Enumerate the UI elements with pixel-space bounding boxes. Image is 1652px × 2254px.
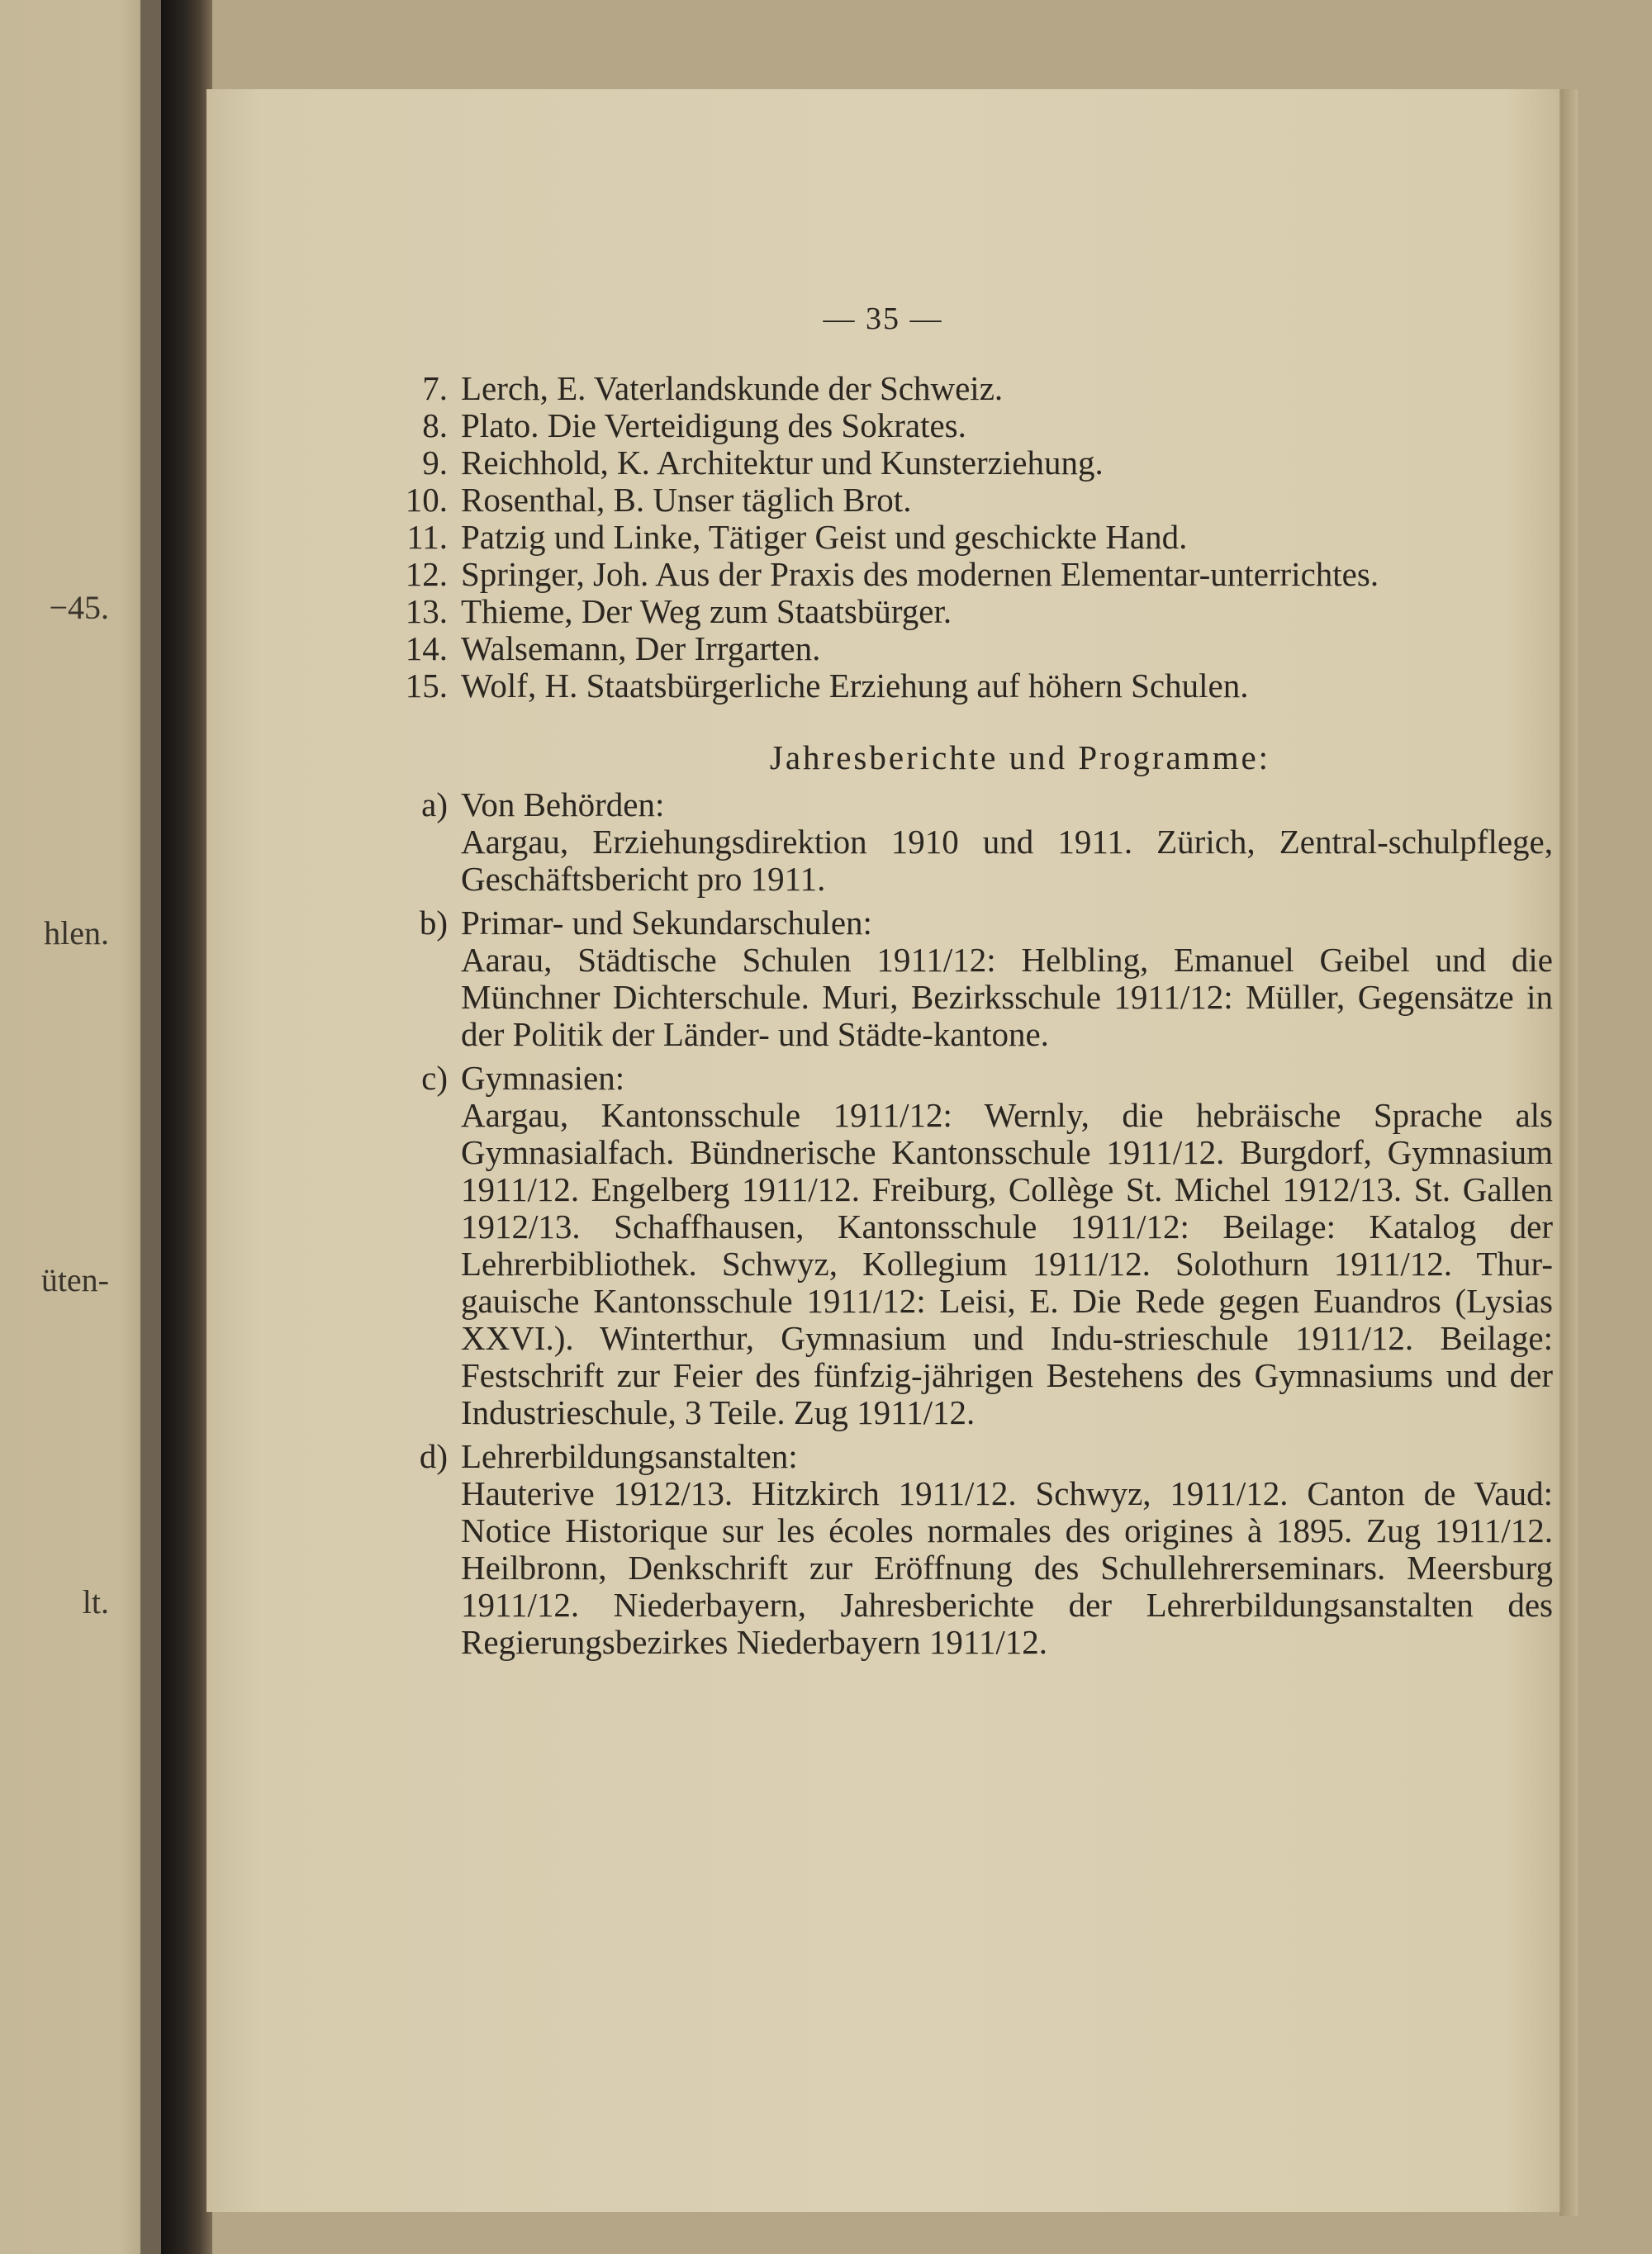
group-heading: Primar- und Sekundarschulen: (461, 904, 872, 942)
book-spine (161, 0, 212, 2254)
list-item (388, 593, 1553, 630)
list-item (388, 519, 1553, 556)
right-page (206, 89, 1559, 2212)
report-group (388, 1438, 1553, 1661)
left-fragment: hlen. (44, 914, 109, 951)
item-number: 10. (405, 481, 448, 519)
section-heading: Jahresberichte und Programme: (769, 738, 1271, 776)
list-item (388, 482, 1553, 519)
group-text: Aarau, Städtische Schulen 1911/12: Helbling, Emanuel Geibel und die Münchner Dichterschule. Muri, Bezirksschule 1911/12: Müller, Gegensätze in der Politik der Länder- und Städte-kantone. (461, 941, 1553, 1053)
list-item (388, 630, 1553, 667)
group-letter: c) (421, 1059, 448, 1097)
item-number: 12. (405, 555, 448, 593)
group-heading: Lehrerbildungsanstalten: (461, 1437, 798, 1475)
group-letter: b) (419, 904, 448, 942)
group-text: Aargau, Kantonsschule 1911/12: Wernly, die hebräische Sprache als Gymnasialfach. Bündnerische Kantonsschule 1911/12. Burgdorf, Gymnasium 1911/12. Engelberg 1911/12. Freiburg, Collège St. Michel 1912/13. St. Gallen 1912/13. Schaffhausen, Kantonsschule 1911/12: Beilage: Katalog der Lehrerbibliothek. Schwyz, Kollegium 1911/12. Solothurn 1911/12. Thur-gauische Kantonsschule 1911/12: Leisi, E. Die Rede gegen Euandros (Lysias XXVI.). Winterthur, Gymnasium und Indu-strieschule 1911/12. Beilage: Festschrift zur Feier des fünfzig-jährigen Bestehens des Gymnasiums und der Industrieschule, 3 Teile. Zug 1911/12. (461, 1096, 1553, 1431)
item-number: 14. (405, 629, 448, 667)
item-number: 13. (405, 592, 448, 630)
item-text: Plato. Die Verteidigung des Sokrates. (461, 406, 966, 444)
report-group (388, 904, 1553, 1053)
item-text: Lerch, E. Vaterlandskunde der Schweiz. (461, 369, 1004, 407)
group-heading: Von Behörden: (461, 785, 665, 823)
group-text: Hauterive 1912/13. Hitzkirch 1911/12. Schwyz, 1911/12. Canton de Vaud: Notice Historique sur les écoles normales des origines à 1895. Zug 1911/12. Heilbronn, Denkschrift zur Eröffnung des Schullehrerseminars. Meersburg 1911/12. Niederbayern, Jahresberichte der Lehrerbildungsanstalten des Regierungsbezirkes Niederbayern 1911/12. (461, 1474, 1553, 1661)
item-number: 9. (422, 444, 448, 482)
left-fragment: lt. (82, 1583, 109, 1621)
item-number: 8. (422, 406, 448, 444)
group-heading: Gymnasien: (461, 1059, 625, 1097)
item-text: Patzig und Linke, Tätiger Geist und geschickte Hand. (461, 518, 1188, 556)
list-item (388, 667, 1553, 705)
report-group (388, 786, 1553, 898)
left-page-edge (0, 0, 149, 2254)
list-item (388, 556, 1553, 593)
page-number: — 35 — (823, 301, 943, 336)
item-text: Reichhold, K. Architektur und Kunsterziehung. (461, 444, 1104, 482)
item-number: 7. (422, 369, 448, 407)
group-letter: a) (421, 785, 448, 823)
page-text (388, 370, 1553, 1668)
report-group (388, 1060, 1553, 1431)
group-letter: d) (419, 1437, 448, 1475)
left-fragment: −45. (49, 589, 109, 626)
item-number: 15. (405, 667, 448, 705)
item-text: Wolf, H. Staatsbürgerliche Erziehung auf höhern Schulen. (461, 667, 1249, 705)
list-item (388, 444, 1553, 482)
item-text: Thieme, Der Weg zum Staatsbürger. (461, 592, 952, 630)
item-text: Rosenthal, B. Unser täglich Brot. (461, 481, 912, 519)
group-text: Aargau, Erziehungsdirektion 1910 und 1911. Zürich, Zentral-schulpflege, Geschäftsbericht pro 1911. (461, 823, 1553, 898)
item-number: 11. (406, 518, 448, 556)
list-item (388, 407, 1553, 444)
page-stack-edge (1559, 89, 1578, 2216)
numbered-list (388, 370, 1553, 705)
left-fragment: üten- (40, 1261, 109, 1298)
item-text: Springer, Joh. Aus der Praxis des modernen Elementar-unterrichtes. (461, 555, 1379, 593)
item-text: Walsemann, Der Irrgarten. (461, 629, 821, 667)
list-item (388, 370, 1553, 407)
